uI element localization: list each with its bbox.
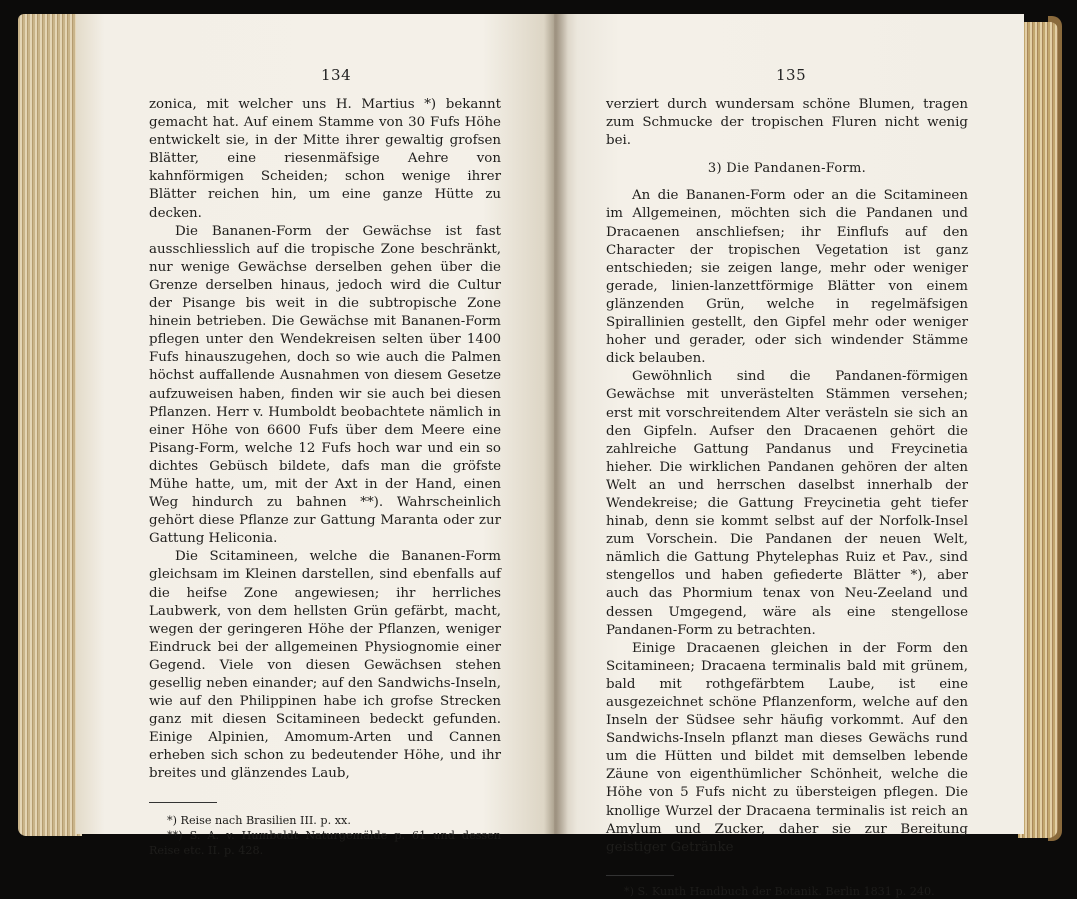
footnotes-right: [606, 884, 968, 899]
right-page-edges: [1018, 22, 1058, 838]
footnote: *) S. Kunth Handbuch der Botanik. Berlin 1831 p. 240.: [624, 884, 935, 898]
open-book: [18, 8, 1058, 898]
left-page: [76, 14, 554, 857]
left-page-text: [149, 96, 501, 858]
paragraph: Gewöhnlich sind die Pandanen-förmigen Gewächse mit unverästelten Stämmen versehen; erst mit vorschreitendem Alter verästeln sie sich an den Gipfeln. Aufser den Dracaenen gehört die zahlreiche Gattung Pandanus und Freycinetia hieher. Die wirklichen Pandanen gehören der alten Welt an und herrschen daselbst innerhalb der Wendekreise; die Gattung Freycinetia geht tiefer hinab, denn sie kommt selbst auf der Norfolk-Insel zum Vorschein. Die Pandanen der neuen Welt, nämlich die Gattung Phytelephas Ruiz et Pav., sind stengellos und haben gefiederte Blätter *), aber auch das Phormium tenax von Neu-Zeeland und dessen Umgegend, wäre als eine stengellose Pandanen-Form zu betrachten.: [606, 369, 968, 638]
book-gutter: [544, 14, 568, 834]
right-page-text: [606, 96, 968, 899]
page-number-left: 134: [321, 66, 352, 84]
page-number-right: 135: [776, 66, 807, 84]
right-page: [554, 14, 1024, 898]
paragraph: Einige Dracaenen gleichen in der Form den Scitamineen; Dracaena terminalis bald mit grünem, bald mit rothgefärbtem Laube, ist eine ausgezeichnet schöne Pflanzenform, welche auf den Inseln der Südsee sehr häufig vorkommt. Auf den Sandwichs-Inseln pflanzt man dieses Gewächs rund um die Hütten und bildet mit demselben lebende Zäune von eigenthümlicher Schönheit, welche die Höhe von 5 Fufs nicht zu übersteigen pflegen. Die knollige Wurzel der Dracaena terminalis ist reich an Amylum und Zucker, daher sie zur Bereitung geistiger Getränke: [606, 640, 968, 855]
footnote: **) S. A. v. Humboldt Naturgemälde p. 61 und dessen Reise etc. II. p. 428.: [149, 828, 501, 857]
paragraph: verziert durch wundersam schöne Blumen, tragen zum Schmucke der tropischen Fluren nicht wenig bei.: [606, 97, 968, 149]
paragraph: zonica, mit welcher uns H. Martius *) bekannt gemacht hat. Auf einem Stamme von 30 Fufs Höhe entwickelt sie, in der Mitte ihrer gewaltig grofsen Blätter, eine riesenmäfsige Aehre von kahnförmigen Scheiden; schon wenige ihrer Blätter reichen hin, um eine ganze Hütte zu decken.: [149, 97, 501, 221]
footnotes-left: [149, 813, 501, 858]
footnote: *) Reise nach Brasilien III. p. xx.: [167, 813, 351, 827]
paragraph: Die Bananen-Form der Gewächse ist fast ausschliesslich auf die tropische Zone beschränkt, nur wenige Gewächse derselben gehen über die Grenze derselben hinaus, jedoch wird die Cultur der Pisange bis weit in die subtropische Zone hinein betrieben. Die Gewächse mit Bananen-Form pflegen unter den Wendekreisen selten über 1400 Fufs hinauszugehen, doch so wie auch die Palmen höchst auffallende Ausnahmen von diesem Gesetze aufzuweisen haben, finden wir sie auch bei diesen Pflanzen. Herr v. Humboldt beobachtete nämlich in einer Höhe von 6600 Fufs über dem Meere eine Pisang-Form, welche 12 Fufs hoch war und ein so dichtes Gebüsch bildete, dafs man die gröfste Mühe hatte, um, mit der Axt in der Hand, einen Weg hindurch zu bahnen **). Wahrscheinlich gehört diese Pflanze zur Gattung Maranta oder zur Gattung Heliconia.: [149, 223, 501, 547]
paragraph: An die Bananen-Form oder an die Scitamineen im Allgemeinen, möchten sich die Pandanen und Dracaenen anschliefsen; ihr Einflufs auf den Character der tropischen Vegetation ist ganz entschieden; sie zeigen lange, mehr oder weniger gerade, linien-lanzettförmige Blätter von einem glänzenden Grün, welche in regelmäfsigen Spirallinien gestellt, den Gipfel mehr oder weniger hoher und gerader, oder sich windender Stämme dick belauben.: [606, 188, 968, 367]
footnote-rule: [149, 802, 217, 803]
paragraph: Die Scitamineen, welche die Bananen-Form gleichsam im Kleinen darstellen, sind ebenfalls auf die heifse Zone angewiesen; ihr herrliches Laubwerk, von dem hellsten Grün gefärbt, macht, wegen der geringeren Höhe der Pflanzen, weniger Eindruck bei der allgemeinen Physiognomie einer Gegend. Viele von diesen Gewächsen stehen gesellig neben einander; auf den Sandwichs-Inseln, wie auf den Philippinen habe ich grofse Strecken ganz mit diesen Scitamineen bedeckt gefunden. Einige Alpinien, Amomum-Arten und Cannen erheben sich schon zu bedeutender Höhe, und ihr breites und glänzendes Laub,: [149, 549, 501, 782]
left-page-edges: [18, 14, 82, 836]
section-heading: 3) Die Pandanen-Form.: [707, 161, 867, 177]
footnote-rule: [606, 875, 674, 876]
